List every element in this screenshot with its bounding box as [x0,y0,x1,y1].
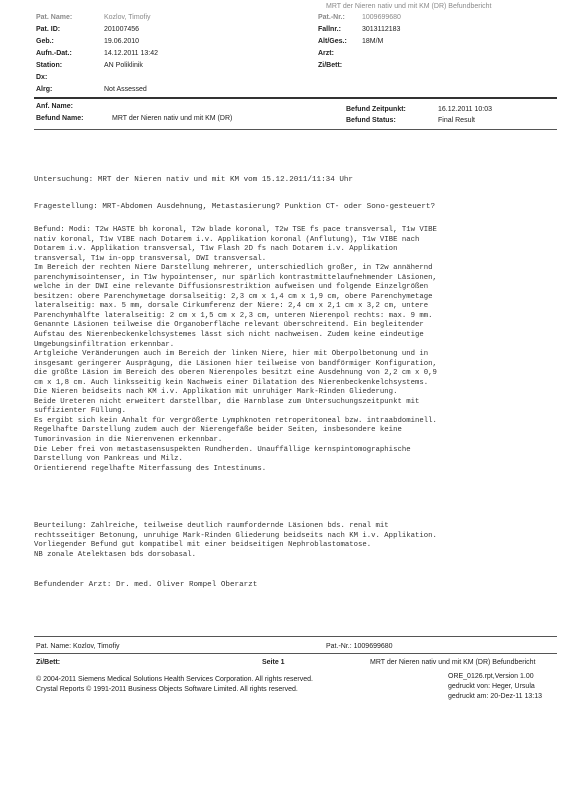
station-value: AN Poliklinik [104,62,143,69]
pat-name-label: Pat. Name: [36,14,73,21]
befund-status-value: Final Result [438,117,475,124]
pat-nr-value: 1009699680 [362,14,401,21]
befund-line: besitzen: obere Parenchymetage dorsalseitig: 2,3 cm x 1,4 cm x 1,9 cm, obere Parenchymetage [34,292,433,301]
pat-name-value: Kozlov, Timofiy [104,14,151,21]
befund-status-label: Befund Status: [346,117,396,124]
befund-line: Parenchymhälfte lateralseitig: 2 cm x 1,5 cm x 2,3 cm, unteren Nierenpol rechts: max. 9 mm. [34,311,433,320]
alter-label: Alt/Ges.: [318,38,347,45]
footer-gedruckt-von: gedruckt von: Heger, Ursula [448,683,535,690]
alrg-value: Not Assessed [104,86,147,93]
befund-line: die größte Läsion im Bereich des oberen Nierenpoles besitzt eine Ausdehnung von 2,2 cm x 0,9 [34,369,437,378]
befund-name-label: Befund Name: [36,115,84,122]
beurteilung-line: NB zonale Atelektasen bds dorsobasal. [34,550,197,559]
beurteilung-line: rechtsseitiger Betonung, unruhige Mark-Rinden Gliederung beidseits nach KM i.v. Applikation. [34,531,437,540]
befund-line: insgesamt geringerer Ausprägung, die Läsionen hier teilweise von bandförmiger Konfiguration, [34,359,437,368]
footer-copyright-siemens: © 2004-2011 Siemens Medical Solutions Health Services Corporation. All rights reserved. [36,676,313,683]
dx-label: Dx: [36,74,48,81]
anf-name-label: Anf. Name: [36,103,73,110]
fallnr-label: Fallnr.: [318,26,341,33]
befund-line: Regelhafte Darstellung zudem auch der Nierengefäße beider Seiten, insbesondere keine [34,426,402,435]
befund-line: Tumorinvasion in die Nierenvenen erkennbar. [34,436,223,445]
befund-zeitpunkt-value: 16.12.2011 10:03 [438,106,492,113]
pat-nr-label: Pat.-Nr.: [318,14,345,21]
befund-line: suffizienter Füllung. [34,407,126,416]
befund-line: Es ergibt sich kein Anhalt für vergrößerte Lymphknoten retroperitoneal bzw. intraabdominell. [34,416,437,425]
footer-seite: Seite 1 [262,659,285,666]
befund-zeitpunkt-label: Befund Zeitpunkt: [346,106,406,113]
footer-report-version: ORE_0126.rpt,Version 1.00 [448,673,534,680]
befund-line: Im Bereich der rechten Niere Darstellung mehrerer, unterschiedlich großer, in T2w annähernd [34,264,433,273]
befund-line: welche in der DWI eine relevante Diffusionsrestriktion aufweisen und folgende Einzelgrößen [34,283,429,292]
beurteilung-line: Beurteilung: Zahlreiche, teilweise deutlich raumfordernde Läsionen bds. renal mit [34,522,389,530]
footer-divider [34,636,557,637]
befund-line: Aufstau des Nierenbeckenkelchsystemes lässt sich nicht nachweisen. Zudem keine eindeutige [34,331,424,340]
beurteilung-section [34,522,559,560]
footer-zi-bett: Zi/Bett: [36,659,61,666]
befund-line: cm x 1,8 cm. Auch linksseitig kein Nachweis einer Dilatation des Nierenbeckenkelchsystems. [34,378,429,387]
geb-value: 19.06.2010 [104,38,140,45]
alter-value: 18M/M [362,38,384,45]
befund-line: Die Leber frei von metastasensuspekten Rundherden. Unauffällige kernspintomographische [34,445,411,454]
aufn-label: Aufn.-Dat.: [36,50,72,57]
befund-line: Beide Ureteren nicht erweitert darstellbar, die Harnblase zum Untersuchungszeitpunkt mit [34,397,420,406]
befund-line: Die Nieren beidseits nach KM i.v. Applikation mit unruhiger Mark-Rinden Gliederung. [34,388,398,397]
footer-divider-2 [34,653,557,654]
pat-id-label: Pat. ID: [36,26,61,33]
untersuchung-line: Untersuchung: MRT der Nieren nativ und mit KM vom 15.12.2011/11:34 Uhr [34,176,353,184]
document-title: MRT der Nieren nativ und mit KM (DR) Befundbericht [326,3,492,10]
footer-pat-nr: Pat.-Nr.: 1009699680 [326,643,393,650]
befund-line: Befund: Modi: T2w HASTE bh koronal, T2w blade koronal, T2w TSE fs pace transversal, T1w VIBE [34,226,437,234]
befund-line: Orientierend regelhafte Miterfassung des Intestinums. [34,464,267,473]
befund-line: transversal, T1w in-opp transversal, DWI transversal. [34,254,267,263]
befundender-arzt: Befundender Arzt: Dr. med. Oliver Rompel Oberarzt [34,581,258,589]
pat-id-value: 201007456 [104,26,140,33]
befund-line: Artgleiche Veränderungen auch im Bereich der linken Niere, hier mit Oberpolbetonung und in [34,350,429,359]
alrg-label: Alrg: [36,86,53,93]
aufn-value: 14.12.2011 13:42 [104,50,158,57]
befund-line: Dotarem i.v. Applikation transversal, T1w Flash 2D fs nach Dotarem i.v. Applikation [34,245,398,254]
befund-line: parenchymisointenser, in T1w hypointenser, nur spärlich kontrastmittelaufnehmender Läsionen, [34,273,437,282]
footer-pat-name: Pat. Name: Kozlov, Timofiy [36,643,120,650]
footer-copyright-crystal: Crystal Reports © 1991-2011 Business Objects Software Limited. All rights reserved. [36,686,298,693]
befund-line: Umgebungsinfiltration erkennbar. [34,340,175,349]
beurteilung-line: Vorliegender Befund gut kompatibel mit einer beidseitigen Nephroblastomatose. [34,541,372,550]
befund-line: lateralseitig: max. 5 mm, dorsale Cirkumferenz der Niere: 2,4 cm x 2,1 cm x 3,2 cm, untere [34,302,429,311]
befund-line: Genannte Läsionen teilweise die Organoberfläche relevant überschreitend. Ein begleitender [34,321,424,330]
header-bottom-divider [34,129,557,130]
fragestellung-line: Fragestellung: MRT-Abdomen Ausdehnung, Metastasierung? Punktion CT- oder Sono-gesteuert? [34,203,436,211]
geb-label: Geb.: [36,38,54,45]
befund-section [34,226,559,474]
header-divider [34,97,557,99]
fallnr-value: 3013112183 [362,26,401,33]
arzt-label: Arzt: [318,50,334,57]
footer-befundbericht: MRT der Nieren nativ und mit KM (DR) Befundbericht [370,659,536,666]
zi-bett-label: Zi/Bett: [318,62,343,69]
befund-line: nativ koronal, T1w VIBE nach Dotarem i.v. Applikation koronal (Anflutung), T1w VIBE nach [34,235,420,244]
footer-gedruckt-am: gedruckt am: 20-Dez-11 13:13 [448,693,543,700]
befund-line: Darstellung von Pankreas und Milz. [34,455,183,464]
station-label: Station: [36,62,63,69]
befund-name-value: MRT der Nieren nativ und mit KM (DR) [112,115,233,122]
